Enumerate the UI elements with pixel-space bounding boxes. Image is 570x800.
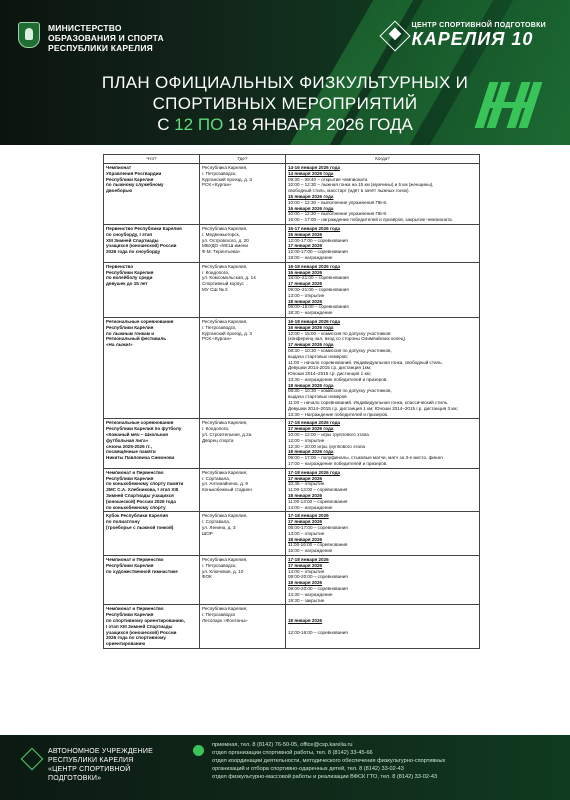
title-to: 18 ЯНВАРЯ 2026 ГОДА	[228, 115, 413, 134]
footer-contact-line: отдел координации деятельности, методического обеспечения физкультурно-спортивных	[212, 758, 446, 764]
footer-contact-line: организаций и отбора спортивно-одаренных детей, тел. 8 (8142) 33-02-43	[212, 766, 404, 772]
csp-diamond-icon	[379, 20, 410, 51]
footer-contact-line: отдел организации спортивной работы, тел. 8 (8142) 33-45-66	[212, 750, 373, 756]
schedule-date: 18 января 2026 года	[288, 382, 334, 388]
table-row	[104, 419, 480, 468]
ministry-logo	[18, 22, 164, 53]
schedule-line: 09:00–21:00 – соревнования	[288, 286, 349, 292]
schedule-date: 17 января 2026	[288, 519, 323, 525]
table-row	[104, 605, 480, 649]
schedule-date: 16-18 января 2026 года	[288, 263, 341, 269]
event-location: Республика Карелия, г. Петрозаводск Лесопарк «Фонтаны»	[200, 605, 286, 649]
schedule-line: 15:00 – награждение	[288, 548, 333, 554]
schedule-line: 11:00 – начало соревнований. Индивидуальная гонка, классический стиль.	[288, 400, 449, 406]
header-where: Где?	[200, 155, 286, 164]
table-row	[104, 468, 480, 512]
event-schedule	[286, 317, 480, 419]
schedule-line: 08:30 – 10:30 – комиссия по допуску участников,	[288, 388, 392, 394]
schedule-line: 13:00 – открытие	[288, 530, 325, 536]
barbell-icon	[478, 82, 536, 128]
schedule-date: 17-18 января 2026	[288, 513, 329, 519]
schedule-line: Девушки 2014-2015 г.р. дистанция 1км;	[288, 365, 372, 371]
phone-icon	[193, 745, 204, 756]
event-name: Чемпионат Управления Росгвардии Республики Карелия по лыжному служебному двоеборью	[104, 164, 200, 225]
table-row	[104, 512, 480, 556]
schedule-line: 09:00-20:00 – соревнования	[288, 574, 348, 580]
schedule-line: 14:30 – награждение	[288, 591, 333, 597]
event-name: Первенство Республики Карелия по сноуборду, I этап XIII Зимней Спартиады учащихся (юношеской) России 2026 года по сноуборду	[104, 224, 200, 262]
schedule-line: 09:30 – 09:40 – открытие чемпионата	[288, 176, 368, 182]
event-schedule	[286, 605, 480, 649]
event-name: Первенство Республики Карелия по волейболу среди девушек до 15 лет	[104, 262, 200, 317]
schedule-date: 14-16 января 2026 года	[288, 165, 341, 170]
schedule-line: выдача стартовых номеров	[288, 394, 347, 400]
title-line-1: ПЛАН ОФИЦИАЛЬНЫХ ФИЗКУЛЬТУРНЫХ И	[101, 73, 469, 92]
table-header-row	[104, 155, 480, 164]
title-po: ПО	[197, 115, 224, 134]
event-schedule	[286, 164, 480, 225]
schedule-line: выдача стартовых номеров;	[288, 353, 349, 359]
schedule-date: 17-18 января 2026	[288, 557, 329, 562]
csp-diamond-icon	[21, 748, 44, 771]
table-row	[104, 262, 480, 317]
schedule-date: 16-18 января 2026 года	[288, 318, 341, 324]
schedule-line: 13:30 – Награждение победителей и призеров.	[288, 411, 389, 417]
footer-contact-line: приемная, тел. 8 (8142) 76-50-05, office@csp.karelia.ru	[212, 742, 353, 748]
event-name: Чемпионат и Первенство Республики Карелия по конькобежному спорту памяти ЗМС С.А. Хлебникова, I этап XIII Зимней Спартиады учащихся (юношеской) России 2026 года по конькобежному спорту	[104, 468, 200, 512]
title-c: С	[157, 115, 170, 134]
event-name: Кубок Республики Карелия по полиатлону (троеборье с лыжной гонкой)	[104, 512, 200, 556]
footer-contact-line: отдел физкультурно-массовой работы и реализации ВФСК ГТО, тел. 8 (8142) 33-02-43	[212, 774, 438, 780]
schedule-line: 16:00 – 17:00 – награждение победителей и призёров, закрытие чемпионата.	[288, 217, 454, 223]
schedule-line: 17:00 – награждение победителей и призеров.	[288, 461, 388, 467]
event-schedule	[286, 262, 480, 317]
schedule-line: 12:30 – 20:00 игры группового этапа	[288, 443, 365, 449]
schedule-line: 14:00 – награждение	[288, 504, 333, 510]
schedule-date: 17 января 2026 года	[288, 426, 334, 432]
karelia-emblem-icon	[18, 22, 40, 48]
schedule-date: 17-18 января 2026 года	[288, 469, 341, 475]
schedule-line: 12:00-16:00 – соревнования	[288, 629, 348, 635]
header-when: Когда?	[286, 155, 480, 164]
csp-name: КАРЕЛИЯ 10	[411, 29, 534, 49]
schedule-line: 11:00-16:00 – соревнования	[288, 542, 348, 548]
schedule-line: 11:00-13:00 – соревнования	[288, 487, 348, 493]
title-from: 12	[174, 115, 194, 134]
schedule-line: 13:30 – награждение победителей и призеров.	[288, 376, 388, 382]
schedule-date: 16 января 2026 года	[288, 205, 334, 211]
schedule-date: 16 января 2026 года	[288, 324, 334, 330]
header-banner	[0, 0, 570, 145]
ministry-name: МИНИСТЕРСТВО ОБРАЗОВАНИЯ И СПОРТА РЕСПУБЛИКИ КАРЕЛИЯ	[48, 23, 164, 53]
csp-logo	[384, 22, 546, 49]
schedule-line: 18:00–21:00 – соревнования	[288, 275, 349, 281]
schedule-line: 10:00 – 12:30 – выполнение упражнения ПБ-8.	[288, 199, 388, 205]
schedule-line: 11:00-13:00 – соревнования	[288, 498, 348, 504]
schedule-line: свободный стиль, масстарт (идёт в зачёт лыжных гонок).	[288, 188, 410, 194]
title-line-2: СПОРТИВНЫХ МЕРОПРИЯТИЙ	[152, 94, 418, 113]
event-location: Республика Карелия, г. Петрозаводск, Курганский проезд, д. 3 РСК «Курган»	[200, 317, 286, 419]
event-location: Республика Карелия, г. Медвежьегорск, ул. Островского, д. 20 МБУДО «МСШ имени Ф.М. Терентьева»	[200, 224, 286, 262]
events-table	[103, 154, 480, 649]
table-row	[104, 164, 480, 225]
event-schedule	[286, 468, 480, 512]
events-table-wrap	[103, 154, 479, 649]
schedule-line: 08:30 – 10:30 – комиссия по допуску участников,	[288, 347, 392, 353]
table-body	[104, 164, 480, 649]
schedule-date: 14 января 2026 года	[288, 170, 334, 176]
schedule-line: 08:00-17:00 – соревнования	[288, 525, 348, 531]
footer-org-name: АВТОНОМНОЕ УЧРЕЖДЕНИЕ РЕСПУБЛИКИ КАРЕЛИЯ «ЦЕНТР СПОРТИВНОЙ ПОДГОТОВКИ»	[48, 748, 153, 782]
schedule-date: 17-18 января 2026 года	[288, 420, 341, 426]
schedule-line: 09:00–18:00 – соревнования	[288, 304, 349, 310]
event-name: Региональные соревнования Республики Карелия по футболу «Кожаный мяч – Школьная футбольная лига» сезона 2025-2026 гг., посвящённые памяти Никиты Павловича Симонова	[104, 419, 200, 468]
table-row	[104, 317, 480, 419]
footer-contacts	[212, 741, 562, 781]
schedule-date: 15 января 2026 года	[288, 193, 334, 199]
event-schedule	[286, 556, 480, 605]
csp-subtitle: ЦЕНТР СПОРТИВНОЙ ПОДГОТОВКИ	[411, 22, 546, 29]
schedule-line: 12:00 – открытие	[288, 437, 325, 443]
schedule-date: 18 января 2026 года	[288, 449, 334, 455]
schedule-date: 17 января 2026	[288, 281, 323, 287]
schedule-date: 16 января 2026	[288, 231, 323, 237]
event-location: Республика Карелия, г. Кондопога, ул. Строительная, д.2а Дворец спорта	[200, 419, 286, 468]
event-location: Республика Карелия, г. Сортавала, ул. Антинайнена, д. 9 Конькобежный стадион	[200, 468, 286, 512]
event-name: Чемпионат и Первенство Республики Карелия по спортивному ориентированию, I этап XIII Зимней Спартиады учащихся (юношеской) России 2026 года по спортивному ориентированию	[104, 605, 200, 649]
schedule-line: 10:45 – открытие	[288, 481, 325, 487]
schedule-line: 18:00 – награждение	[288, 254, 333, 260]
page-title	[100, 72, 470, 136]
schedule-line: 19:30 – закрытие	[288, 597, 325, 603]
schedule-line: Девушки 2014–2015 г.р. дистанция 1 км; Юноши 2014–2015 г.р. дистанция 3 км;	[288, 405, 458, 411]
title-line-3	[100, 114, 470, 136]
schedule-line: 10:00 – 12:30 – выполнение упражнения ПБ-8.	[288, 211, 388, 217]
schedule-date: 18 января 2026	[288, 580, 323, 586]
schedule-line: 10:00 – 12:30 – лыжная гонка на 15 км (мужчины) и 5 км (женщины),	[288, 182, 434, 188]
schedule-date: 17 января 2026	[288, 475, 323, 481]
schedule-line: (конференц-зал, вход со стороны Олимпийских колец).	[288, 336, 407, 342]
schedule-date: 16-17 января 2026 года	[288, 225, 341, 231]
schedule-date: 17 января 2026	[288, 562, 323, 568]
schedule-line: 09:00 – 17:00 – полуфиналы, стыковые матчи, матч за 3-е место, финал	[288, 455, 443, 461]
schedule-date: 18 января 2026	[288, 617, 323, 623]
header-what: Что?	[104, 155, 200, 164]
event-location: Республика Карелия, г. Сортавала, ул. Ленина, д. 3 ШОР	[200, 512, 286, 556]
table-row	[104, 224, 480, 262]
event-schedule	[286, 419, 480, 468]
schedule-line: 13:00 – открытие	[288, 292, 325, 298]
schedule-date: 18 января 2026	[288, 298, 323, 304]
schedule-line: 14:00 – открытие	[288, 568, 325, 574]
schedule-line: 09:00-20:00 – соревнования	[288, 585, 348, 591]
event-name: Региональные соревнования Республики Карелия по лыжным гонкам и Региональный фестиваль «На лыжи!»	[104, 317, 200, 419]
schedule-date: 17 января 2026 года	[288, 342, 334, 348]
schedule-line: 11:00 – начало соревнований. Индивидуальная гонка, свободный стиль.	[288, 359, 443, 365]
schedule-date: 17 января 2026	[288, 243, 323, 249]
schedule-line: 18:30 – награждение	[288, 310, 333, 316]
schedule-line: 10:00 – 12:00 – игры группового этапа	[288, 432, 369, 438]
schedule-date: 18 января 2026	[288, 493, 323, 499]
schedule-line: 12:00 – 15:00 – комиссия по допуску участников	[288, 330, 391, 336]
event-schedule	[286, 224, 480, 262]
footer-org-block	[24, 747, 153, 783]
schedule-line: 12:00-17:00 – соревнования	[288, 249, 348, 255]
event-location: Республика Карелия, г. Петрозаводск, ул. Ключевая, д. 10 ФОК	[200, 556, 286, 605]
schedule-line: Юноши 2014–2015 г.р. дистанция 1 км;	[288, 371, 371, 377]
schedule-date: 16 января 2026	[288, 269, 323, 275]
event-name: Чемпионат и Первенство Республики Карелия по художественной гимнастике	[104, 556, 200, 605]
event-location: Республика Карелия, г. Кондопога, ул. Комсомольская, д. 14 Спортивный корпус МУ СШ № 2	[200, 262, 286, 317]
event-location: Республика Карелия, г. Петрозаводск, Курганский проезд, д. 3 РСК «Курган»	[200, 164, 286, 225]
table-row	[104, 556, 480, 605]
event-schedule	[286, 512, 480, 556]
footer	[0, 735, 570, 800]
schedule-date: 18 января 2026	[288, 536, 323, 542]
schedule-line: 12:00-17:00 – соревнования	[288, 237, 348, 243]
